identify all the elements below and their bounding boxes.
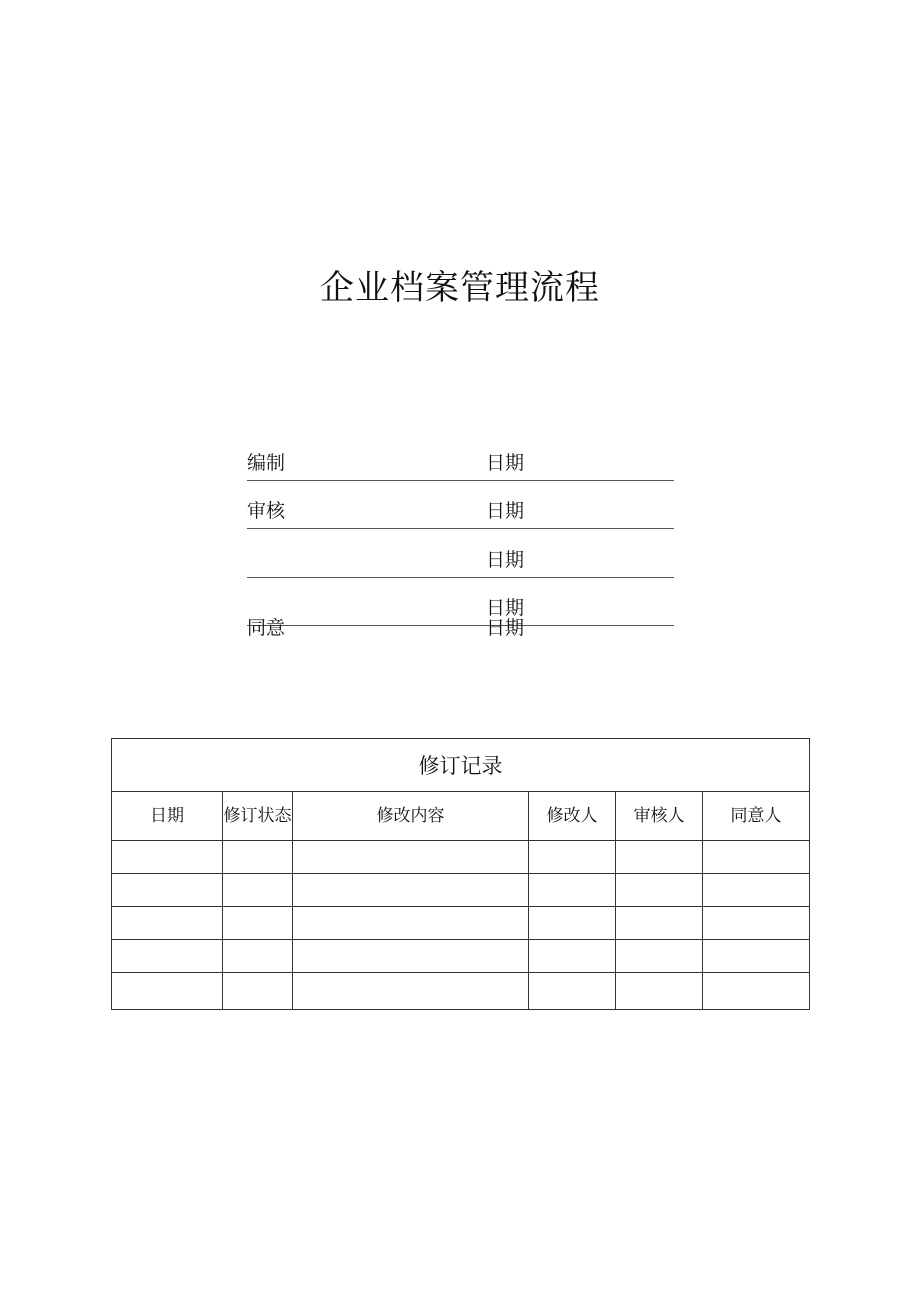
table-cell <box>112 973 223 1010</box>
table-cell <box>529 907 616 940</box>
table-cell <box>112 874 223 907</box>
table-cell <box>223 874 293 907</box>
table-cell <box>223 940 293 973</box>
signature-date-label: 日期 <box>486 617 525 639</box>
table-cell <box>223 907 293 940</box>
signature-date-label: 日期 <box>486 548 525 571</box>
header-modifier: 修改人 <box>529 792 616 841</box>
table-cell <box>112 841 223 874</box>
table-cell <box>293 874 529 907</box>
table-cell <box>529 940 616 973</box>
table-cell <box>616 874 703 907</box>
signature-label: 编制 <box>247 451 286 474</box>
signature-block <box>247 432 674 675</box>
header-revision-status: 修订状态 <box>223 792 293 841</box>
table-cell <box>703 973 810 1010</box>
table-cell <box>529 973 616 1010</box>
table-cell <box>616 907 703 940</box>
table-cell <box>112 940 223 973</box>
revision-record-table <box>111 738 810 1010</box>
document-title: 企业档案管理流程 <box>320 268 600 308</box>
table-cell <box>616 841 703 874</box>
signature-date-label: 日期 <box>486 451 525 474</box>
table-cell <box>703 907 810 940</box>
table-cell <box>616 940 703 973</box>
table-cell <box>529 874 616 907</box>
table-row <box>112 973 810 1010</box>
table-cell <box>703 940 810 973</box>
table-cell <box>112 907 223 940</box>
signature-row-blank-1 <box>247 529 674 578</box>
table-cell <box>529 841 616 874</box>
header-date: 日期 <box>112 792 223 841</box>
table-cell <box>293 973 529 1010</box>
revision-table-caption: 修订记录 <box>112 739 810 792</box>
table-cell <box>616 973 703 1010</box>
header-reviewer: 审核人 <box>616 792 703 841</box>
signature-row-approve <box>247 617 674 675</box>
revision-table-header-row <box>112 792 810 841</box>
header-approver: 同意人 <box>703 792 810 841</box>
signature-date-label: 日期 <box>486 597 525 619</box>
signature-label: 审核 <box>247 500 286 522</box>
table-row <box>112 940 810 973</box>
table-cell <box>293 940 529 973</box>
table-row <box>112 907 810 940</box>
table-cell <box>703 874 810 907</box>
table-row <box>112 841 810 874</box>
table-cell <box>223 841 293 874</box>
signature-date-label: 日期 <box>486 500 525 522</box>
table-cell <box>293 841 529 874</box>
table-cell <box>703 841 810 874</box>
signature-row-review <box>247 481 674 530</box>
table-cell <box>223 973 293 1010</box>
table-cell <box>293 907 529 940</box>
signature-label: 同意 <box>247 617 286 639</box>
signature-row-compile <box>247 432 674 481</box>
signature-row-blank-2 <box>247 578 674 627</box>
table-row <box>112 874 810 907</box>
header-change-content: 修改内容 <box>293 792 529 841</box>
